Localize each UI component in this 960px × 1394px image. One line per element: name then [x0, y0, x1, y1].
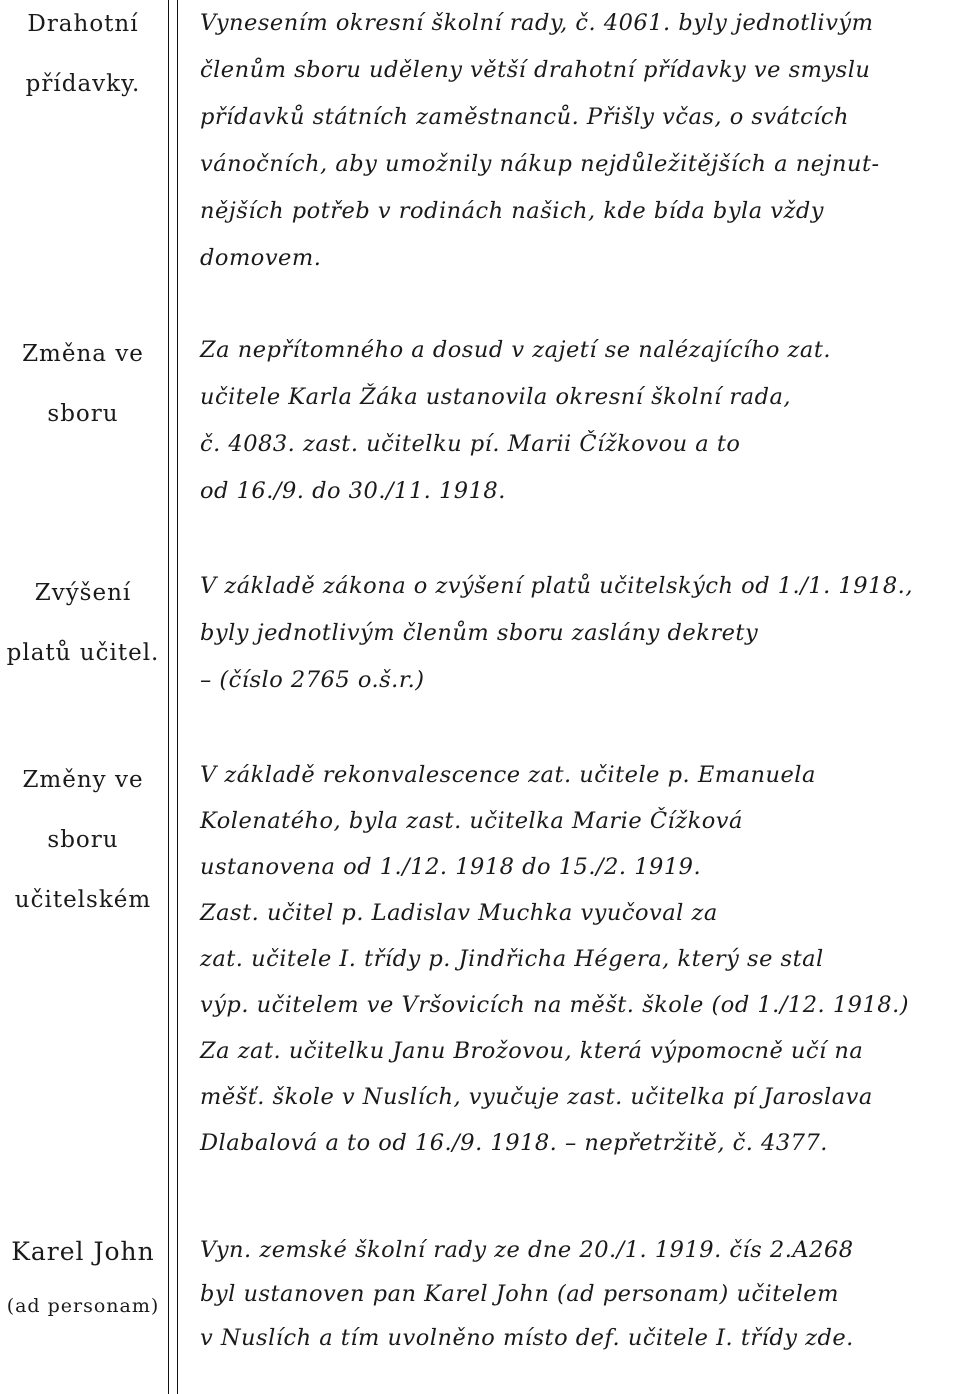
entry-line: členům sboru uděleny větší drahotní přídavky ve smyslu: [200, 57, 871, 83]
entry-line: učitele Karla Žáka ustanovila okresní školní rada,: [200, 384, 792, 410]
entry-line: domovem.: [200, 245, 322, 271]
margin-rule-outer: [168, 0, 169, 1394]
entry-line: byl ustanoven pan Karel John (ad personam) učitelem: [200, 1281, 839, 1307]
entry-karel-john: [200, 1228, 952, 1360]
entry-line: měšť. škole v Nuslích, vyučuje zast. učitelka pí Jaroslava: [200, 1084, 873, 1110]
entry-line: Vyn. zemské školní rady ze dne 20./1. 1919. čís 2.A268: [200, 1237, 854, 1263]
entry-line: od 16./9. do 30./11. 1918.: [200, 478, 506, 504]
margin-rule-inner: [177, 0, 178, 1394]
entry-line: ustanovena od 1./12. 1918 do 15./2. 1919.: [200, 854, 702, 880]
entry-line: nějších potřeb v rodinách našich, kde bída byla vždy: [200, 198, 824, 224]
entry-line: Za nepřítomného a dosud v zajetí se nalézajícího zat.: [200, 337, 832, 363]
entry-line: vánočních, aby umožnily nákup nejdůležitějších a nejnut-: [200, 151, 880, 177]
margin-note-line: přídavky.: [25, 71, 141, 97]
entry-line: Zast. učitel p. Ladislav Muchka vyučoval za: [200, 900, 718, 926]
entry-line: v Nuslích a tím uvolněno místo def. učitele I. třídy zde.: [200, 1325, 854, 1351]
entry-line: byly jednotlivým členům sboru zaslány dekrety: [200, 620, 759, 646]
margin-note-line: Zvýšení: [34, 580, 132, 606]
margin-note-karel-john: [0, 1222, 166, 1330]
entry-line: přídavků státních zaměstnanců. Přišly včas, o svátcích: [200, 104, 850, 130]
entry-line: výp. učitelem ve Vršovicích na měšt. škole (od 1./12. 1918.): [200, 992, 910, 1018]
margin-note-line: Karel John: [11, 1237, 155, 1266]
entry-line: Kolenatého, byla zast. učitelka Marie Čížková: [200, 808, 743, 834]
entry-line: V základě zákona o zvýšení platů učitelských od 1./1. 1918.,: [200, 573, 913, 599]
entry-line: – (číslo 2765 o.š.r.): [200, 667, 425, 693]
entry-line: Dlabalová a to od 16./9. 1918. – nepřetržitě, č. 4377.: [200, 1130, 828, 1156]
entry-line: V základě rekonvalescence zat. učitele p. Emanuela: [200, 762, 816, 788]
entry-line: zat. učitele I. třídy p. Jindřicha Hégera, který se stal: [200, 946, 824, 972]
margin-note-line: (ad personam): [6, 1295, 160, 1317]
entry-zvyseni-platu: [200, 563, 952, 704]
margin-note-drahotni-pridavky: [0, 0, 166, 114]
entry-zmeny-ve-sboru-ucitelskem: [200, 752, 952, 1166]
entry-line: Za zat. učitelku Janu Brožovou, která výpomocně učí na: [200, 1038, 864, 1064]
margin-note-zmena-ve-sboru: [0, 324, 166, 444]
margin-note-zmeny-ve-sboru-ucitelskem: [0, 750, 166, 930]
margin-note-line: Změny ve: [22, 767, 144, 793]
margin-note-line: platů učitel.: [6, 640, 160, 666]
margin-note-zvyseni-platu: [0, 563, 166, 683]
entry-line: č. 4083. zast. učitelku pí. Marii Čížkovou a to: [200, 431, 741, 457]
margin-note-line: sboru: [47, 827, 119, 853]
entry-line: Vynesením okresní školní rady, č. 4061. byly jednotlivým: [200, 10, 874, 36]
margin-note-line: sboru: [47, 401, 119, 427]
margin-note-line: Změna ve: [22, 341, 144, 367]
margin-note-line: Drahotní: [27, 11, 139, 37]
margin-note-line: učitelském: [14, 887, 152, 913]
entry-zmena-ve-sboru: [200, 327, 952, 515]
entry-drahotni-pridavky: [200, 0, 952, 282]
